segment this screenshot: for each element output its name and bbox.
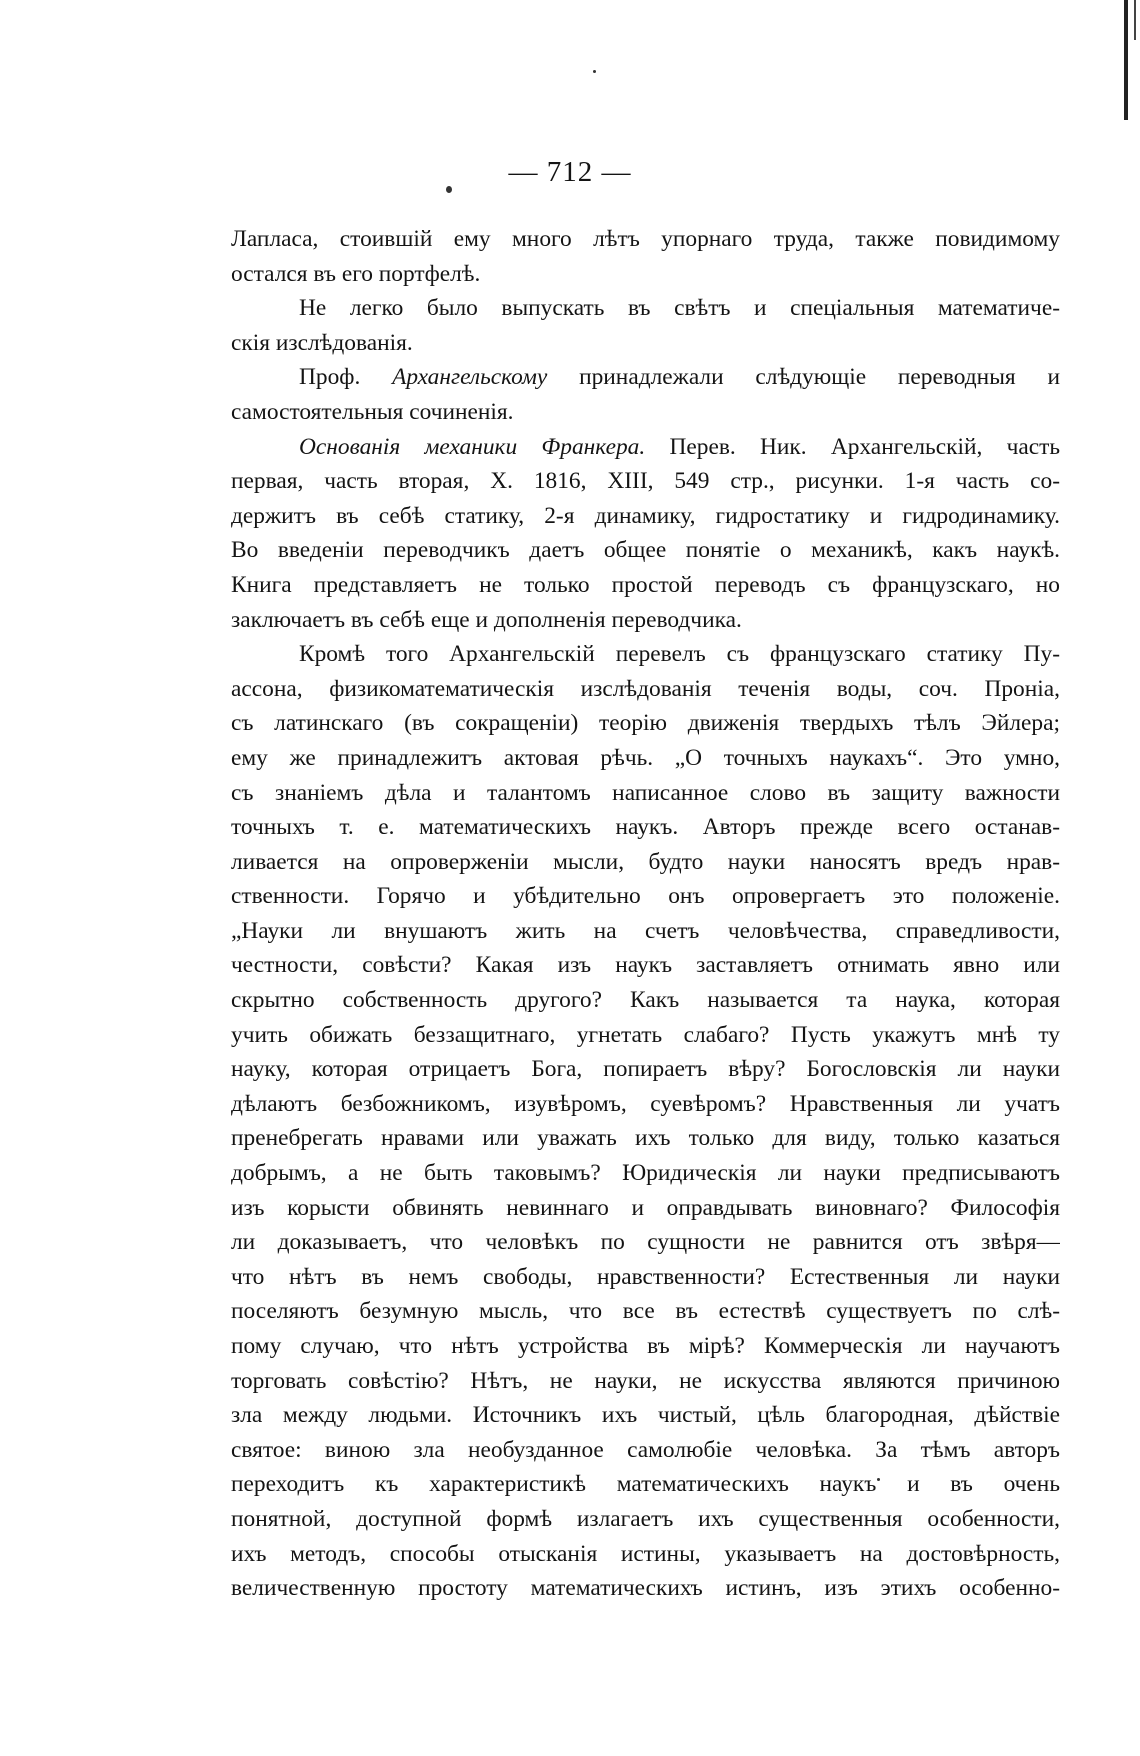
text-line: учить обижать беззащитнаго, угнетать слабаго? Пусть укажутъ мнѣ ту bbox=[231, 1021, 1060, 1048]
text-line: поселяютъ безумную мысль, что все въ естествѣ существуетъ по слѣ- bbox=[231, 1298, 1060, 1325]
text-line: честности, совѣсти? Какая изъ наукъ заставляетъ отнимать явно или bbox=[231, 952, 1060, 979]
text-line: ственности. Горячо и убѣдительно онъ опровергаетъ это положеніе. bbox=[231, 883, 1060, 910]
text-plain: Проф. bbox=[299, 364, 393, 391]
text-line: Во введеніи переводчикъ даетъ общее понятіе о механикѣ, какъ наукѣ. bbox=[231, 537, 1060, 564]
text-line: держитъ въ себѣ статику, 2-я динамику, гидростатику и гидродинамику. bbox=[231, 502, 1060, 529]
text-line: съ знаніемъ дѣла и талантомъ написанное слово въ защиту важности bbox=[231, 779, 1060, 806]
text-line: „Науки ли внушаютъ жить на счетъ человѣчества, справедливости, bbox=[231, 917, 1060, 944]
text-line: ли доказываетъ, что человѣкъ по сущности не равнится отъ звѣря— bbox=[231, 1229, 1060, 1256]
text-italic: Архангельскому bbox=[392, 364, 548, 391]
text-plain: принадлежали слѣдующіе переводныя и bbox=[547, 364, 1060, 391]
page-edge-line bbox=[1134, 0, 1136, 40]
body-text bbox=[231, 222, 1060, 1606]
text-line: святое: виною зла необузданное самолюбіе человѣка. За тѣмъ авторъ bbox=[231, 1436, 1060, 1463]
text-line: понятной, доступной формѣ излагаетъ ихъ существенныя особенности, bbox=[231, 1505, 1060, 1532]
text-line: ихъ методъ, способы отысканія истины, указываетъ на достовѣрность, bbox=[231, 1540, 1060, 1567]
text-line: самостоятельныя сочиненія. bbox=[231, 398, 514, 425]
text-line: добрымъ, а не быть таковымъ? Юридическія ли науки предписываютъ bbox=[231, 1160, 1060, 1187]
page-edge-shadow bbox=[1124, 0, 1128, 120]
text-line: Лапласа, стоившій ему много лѣтъ упорнаго труда, также повидимому bbox=[231, 226, 1060, 252]
text-line: ассона, физикоматематическія изслѣдованія теченія воды, соч. Проніа, bbox=[231, 675, 1060, 702]
text-line: науку, которая отрицаетъ Бога, попираетъ вѣру? Богословскія ли науки bbox=[231, 1056, 1060, 1083]
text-line: пому случаю, что нѣтъ устройства въ мірѣ? Коммерческія ли научаютъ bbox=[231, 1333, 1060, 1359]
text-italic: Основанія механики Франкера. bbox=[299, 433, 646, 460]
text-line bbox=[231, 360, 1060, 395]
page-number: — 712 — bbox=[508, 156, 632, 188]
scan-speck bbox=[593, 70, 596, 73]
text-line: зла между людьми. Источникъ ихъ чистый, цѣль благородная, дѣйствіе bbox=[231, 1402, 1060, 1429]
text-plain: Перев. Ник. Архангельскій, часть bbox=[645, 433, 1060, 460]
text-line: скія изслѣдованія. bbox=[231, 329, 413, 356]
text-line: Книга представляетъ не только простой переводъ съ французскаго, но bbox=[231, 571, 1060, 598]
text-line: первая, часть вторая, X. 1816, XIII, 549 стр., рисунки. 1-я часть со- bbox=[231, 468, 1060, 495]
text-line: ему же принадлежитъ актовая рѣчь. „О точныхъ наукахъ“. Это умно, bbox=[231, 744, 1060, 771]
text-line: что нѣтъ въ немъ свободы, нравственности? Естественныя ли науки bbox=[231, 1263, 1060, 1290]
text-line: величественную простоту математическихъ истинъ, изъ этихъ особенно- bbox=[231, 1575, 1060, 1602]
text-line: скрытно собственность другого? Какъ называется та наука, которая bbox=[231, 987, 1060, 1014]
text-line: дѣлаютъ безбожникомъ, изувѣромъ, суевѣромъ? Нравственныя ли учатъ bbox=[231, 1090, 1060, 1117]
text-line: заключаетъ въ себѣ еще и дополненія переводчика. bbox=[231, 606, 742, 633]
text-line: остался въ его портфелѣ. bbox=[231, 260, 481, 287]
text-line: точныхъ т. е. математическихъ наукъ. Авторъ прежде всего останав- bbox=[231, 814, 1060, 841]
text-line: ливается на опроверженіи мысли, будто науки наносятъ вредъ нрав- bbox=[231, 848, 1060, 875]
text-line: Кромѣ того Архангельскій перевелъ съ французскаго статику Пу- bbox=[299, 641, 1060, 668]
text-line: Не легко было выпускать въ свѣтъ и спеціальныя математиче- bbox=[299, 295, 1060, 322]
text-line: пренебрегать нравами или уважать ихъ только для виду, только казаться bbox=[231, 1125, 1060, 1152]
text-line: торговать совѣстію? Нѣтъ, не науки, не искусства являются причиною bbox=[231, 1367, 1060, 1394]
text-line: переходитъ къ характеристикѣ математическихъ наукъ и въ очень bbox=[231, 1471, 1060, 1498]
text-line: изъ корысти обвинять невиннаго и оправдывать виновнаго? Философія bbox=[231, 1194, 1060, 1221]
text-line bbox=[231, 430, 1060, 465]
text-line: съ латинскаго (въ сокращеніи) теорію движенія твердыхъ тѣлъ Эйлера; bbox=[231, 710, 1060, 737]
